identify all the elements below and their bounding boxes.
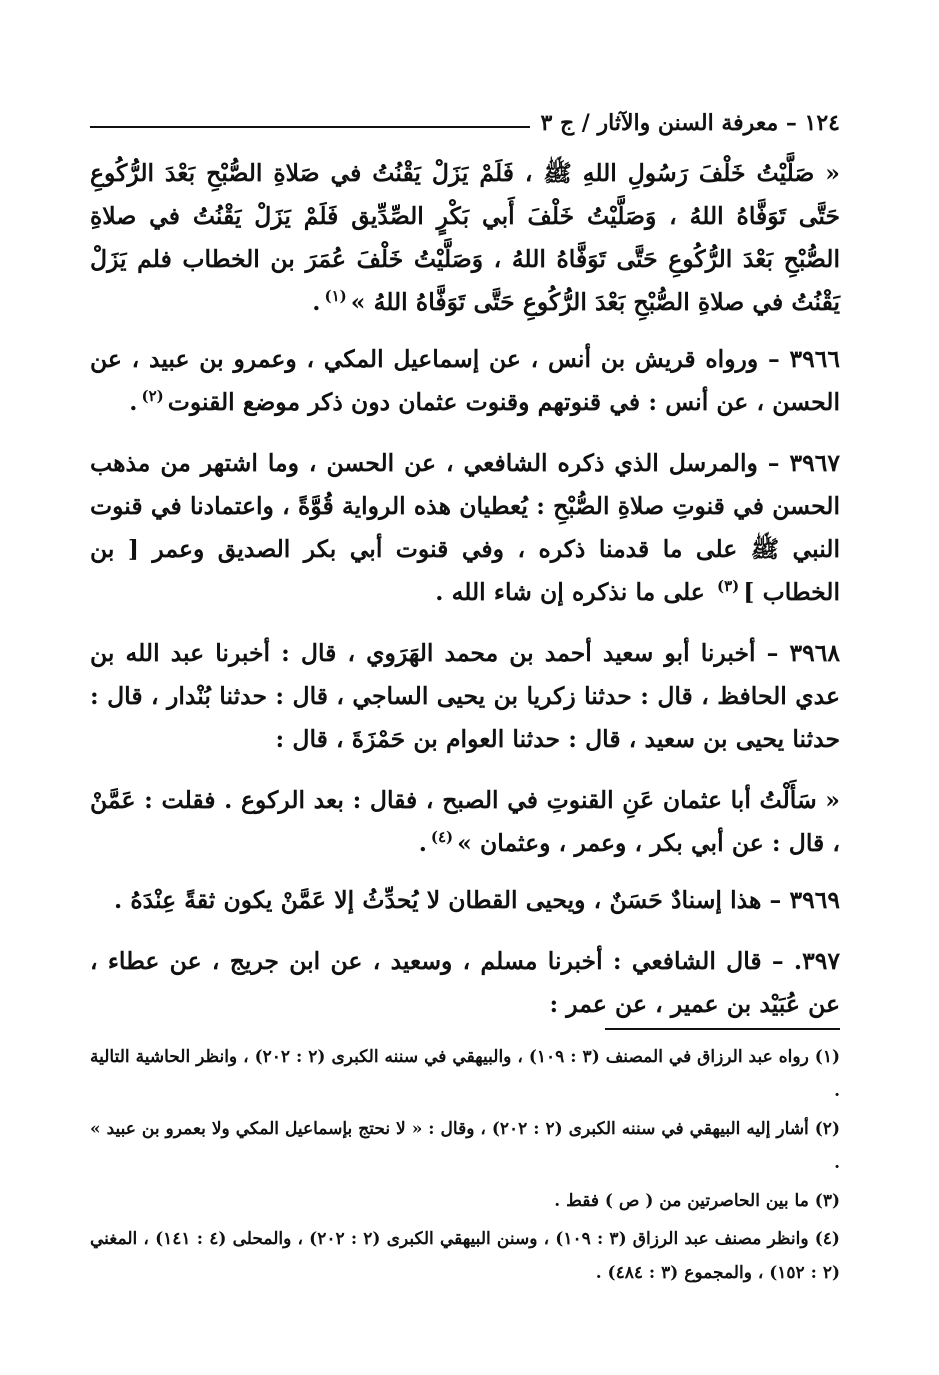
footnote-item: (٢) أشار إليه البيهقي في سننه الكبرى (٢ : ٢٠٢) ، وقال : « لا نحتج بإسماعيل المكي ولا بعمرو بن عبيد » . [90, 1119, 840, 1173]
paragraph-end: . [312, 288, 321, 316]
paragraph-text: « سَأَلْتُ أبا عثمان عَنِ القنوتِ في الصبح ، فقال : بعد الركوع . فقلت : عَمَّنْ ، قال : عن أبي بكر ، وعمر ، وعثمان » [90, 786, 840, 857]
paragraph-end: . [129, 388, 138, 416]
footnote-separator [605, 1028, 840, 1030]
page-header [90, 96, 840, 136]
hadith-quote [90, 779, 840, 865]
footnote-marker: (٣) [716, 577, 740, 596]
running-title: ١٢٤ – معرفة السنن والآثار / ج ٣ [540, 110, 840, 136]
paragraph-text: ٣٩٦٦ – ورواه قريش بن أنس ، عن إسماعيل المكي ، وعمرو بن عبيد ، عن الحسن ، عن أنس : في قنوتهم وقنوت عثمان دون ذكر موضع القنوت [90, 345, 840, 416]
paragraph-end: . [418, 829, 427, 857]
header-rule [90, 126, 530, 128]
paragraph-text: ٣٩٦٩ – هذا إسنادٌ حَسَنٌ ، ويحيى القطان لا يُحدِّثُ إلا عَمَّنْ يكون ثقةً عِنْدَهُ . [113, 886, 840, 914]
numbered-paragraph [90, 632, 840, 761]
footnote-marker: (٤) [430, 828, 454, 847]
book-page [90, 70, 840, 1330]
numbered-paragraph [90, 338, 840, 424]
footnote-item: (١) رواه عبد الرزاق في المصنف (٣ : ١٠٩) ، والبيهقي في سننه الكبرى (٢ : ٢٠٢) ، وانظر الحاشية التالية . [90, 1047, 840, 1101]
paragraph-end: على ما نذكره إن شاء الله . [435, 578, 705, 606]
numbered-paragraph [90, 879, 840, 922]
paragraph-text: ٣٩٦٧ – والمرسل الذي ذكره الشافعي ، عن الحسن ، وما اشتهر من مذهب الحسن في قنوتِ صلاةِ الصُّبْحِ : يُعطيان هذه الرواية قُوَّةً ، واعتمادنا في قنوت النبي ﷺ على ما قدمنا ذكره ، وفي قنوت أبي بكر الصديق وعمر [ بن الخطاب ] [90, 449, 840, 606]
footnote-marker: (٢) [141, 387, 164, 406]
numbered-paragraph [90, 442, 840, 614]
paragraph-text: « صَلَّيْتُ خَلْفَ رَسُولِ اللهِ ﷺ ، فَلَمْ يَزَلْ يَقْنُتُ في صَلاةِ الصُّبْحِ بَعْدَ الرُّكُوعِ حَتَّى تَوَفَّاهُ اللهُ ، وَصَلَّيْتُ خَلْفَ أَبي بَكْرٍ الصِّدِّيق فَلَمْ يَزَلْ يَقْنُتُ في صلاةِ الصُّبْحِ بَعْدَ الرُّكُوعِ حَتَّى تَوَفَّاهُ اللهُ ، وَصَلَّيْتُ خَلْفَ عُمَرَ بن الخطاب فلم يَزَلْ يَقْنُتُ في صلاةِ الصُّبْحِ بَعْدَ الرُّكُوعِ حَتَّى تَوَفَّاهُ اللهُ » [90, 159, 840, 316]
footnote-item: (٤) وانظر مصنف عبد الرزاق (٣ : ١٠٩) ، وسنن البيهقي الكبرى (٢ : ٢٠٢) ، والمحلى (٤ : ١٤١) ، المغني (٢ : ١٥٢) ، والمجموع (٣ : ٤٨٤) . [90, 1229, 840, 1283]
main-text [90, 152, 840, 1044]
paragraph-text: ٣٩٧. – قال الشافعي : أخبرنا مسلم ، وسعيد ، عن ابن جريج ، عن عطاء ، عن عُبَيْد بن عمير ، عن عمر : [90, 947, 840, 1018]
footnotes [90, 1040, 840, 1294]
paragraph-text: ٣٩٦٨ – أخبرنا أبو سعيد أحمد بن محمد الهَرَوي ، قال : أخبرنا عبد الله بن عدي الحافظ ، قال : حدثنا زكريا بن يحيى الساجي ، قال : حدثنا بُنْدار ، قال : حدثنا يحيى بن سعيد ، قال : حدثنا العوام بن حَمْزَةَ ، قال : [90, 639, 840, 753]
footnote-marker: (١) [324, 287, 347, 306]
hadith-quote [90, 152, 840, 324]
footnote-item: (٣) ما بين الحاصرتين من ( ص ) فقط . [554, 1191, 840, 1211]
numbered-paragraph [90, 940, 840, 1026]
